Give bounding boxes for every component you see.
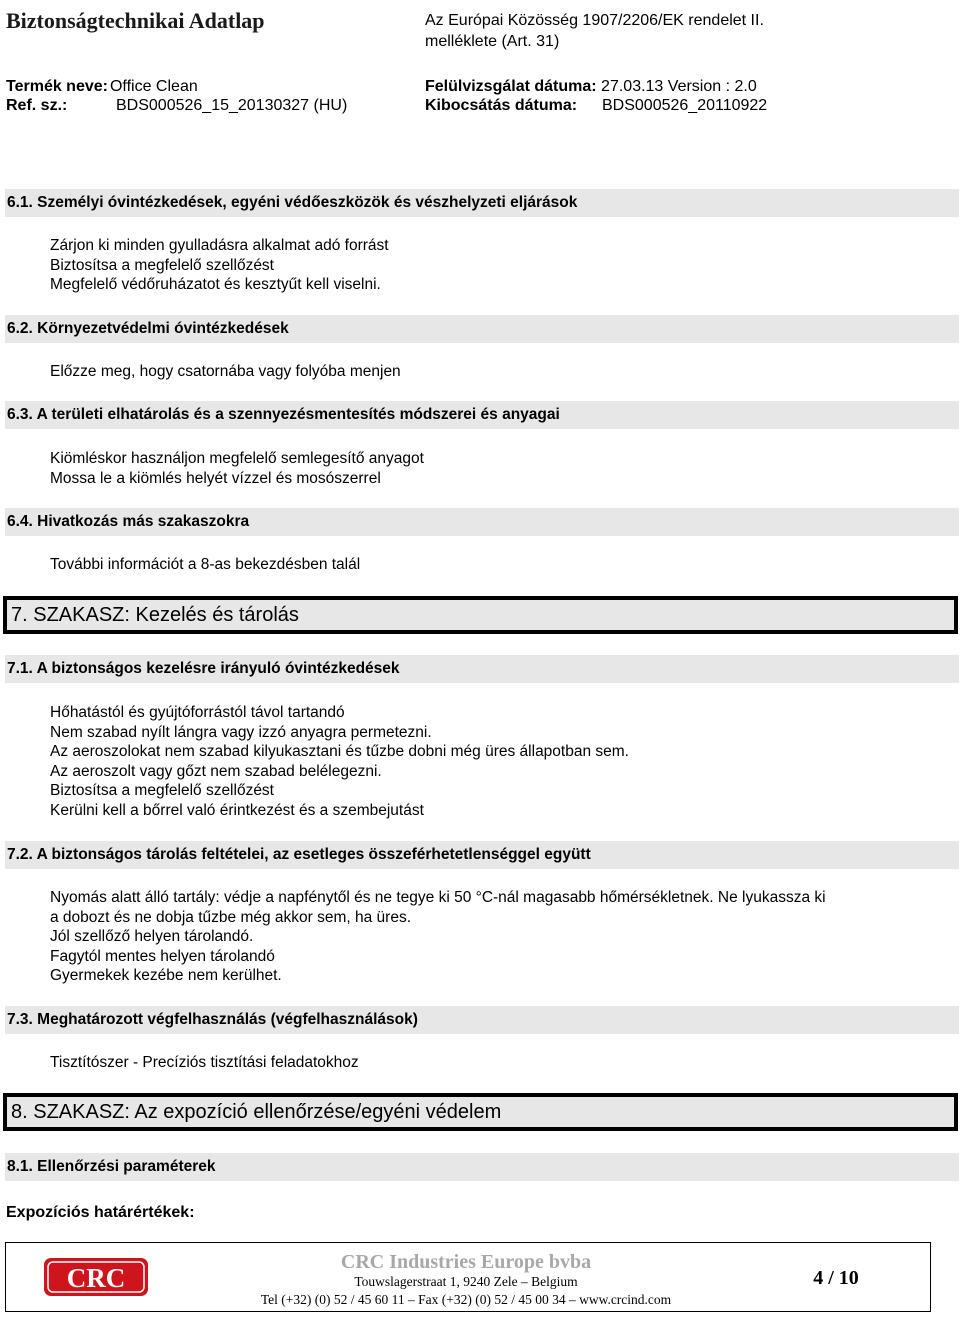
ref-number-value: BDS000526_15_20130327 (HU) (116, 97, 348, 114)
issue-date-label-wrap (425, 96, 577, 116)
section-6-4-body (50, 555, 930, 575)
text-line: Kiömléskor használjon megfelelő semlegesítő anyagot (50, 450, 424, 467)
issue-date-label: Kibocsátás dátuma: (425, 97, 578, 114)
section-7-2-heading: 7.2. A biztonságos tárolás feltételei, az esetleges összeférhetetlenséggel együtt (5, 841, 959, 869)
text-line: Nem szabad nyílt lángra vagy izzó anyagra permetezni. (50, 723, 432, 741)
crc-logo (42, 1255, 150, 1299)
section-6-3-body (50, 449, 930, 488)
text-line: Az aeroszolt vagy gőzt nem szabad belélegezni. (50, 762, 382, 780)
section-7-2-body (50, 888, 930, 986)
text-line: a dobozt és ne dobja tűzbe még akkor sem, ha üres. (50, 908, 412, 926)
section-7-1-heading: 7.1. A biztonságos kezelésre irányuló óvintézkedések (5, 655, 959, 683)
company-name: CRC Industries Europe bvba (340, 1251, 592, 1273)
product-name-value: Office Clean (109, 78, 198, 95)
regulation-line-1: Az Európai Közösség 1907/2206/EK rendelet II. (425, 12, 764, 29)
text-line: Jól szellőző helyen tárolandó. (50, 928, 254, 945)
review-date-row (425, 77, 757, 97)
text-line: Tisztítószer - Precíziós tisztítási feladatokhoz (50, 1054, 359, 1071)
product-name-label: Termék neve: (6, 78, 108, 95)
page-footer (5, 1242, 931, 1312)
exposure-limits-label: Expozíciós határértékek: (6, 1204, 195, 1221)
text-line: Biztosítsa a megfelelő szellőzést (50, 782, 274, 799)
text-line: Fagytól mentes helyen tárolandó (50, 947, 275, 965)
text-line: Mossa le a kiömlés helyét vízzel és mosószerrel (50, 469, 381, 487)
regulation-reference (425, 10, 845, 52)
text-line: Kerülni kell a bőrrel való érintkezést és a szembejutást (50, 801, 424, 819)
section-6-4-heading: 6.4. Hivatkozás más szakaszokra (5, 508, 959, 536)
text-line: Megfelelő védőruházatot és kesztyűt kell viselni. (50, 276, 381, 293)
ref-number-label: Ref. sz.: (6, 97, 68, 114)
section-8-heading: 8. SZAKASZ: Az expozíció ellenőrzése/egyéni védelem (3, 1093, 958, 1131)
product-name-row (6, 77, 198, 97)
document-title: Biztonságtechnikai Adatlap (6, 8, 265, 33)
issue-date-value: BDS000526_20110922 (602, 97, 768, 114)
text-line: Az aeroszolokat nem szabad kilyukasztani és tűzbe dobni még üres állapotban sem. (50, 743, 629, 760)
section-6-3-heading: 6.3. A területi elhatárolás és a szennyezésmentesítés módszerei és anyagai (5, 401, 959, 429)
text-line: Zárjon ki minden gyulladásra alkalmat adó forrást (50, 237, 389, 254)
crc-logo-text: CRC (66, 1263, 126, 1293)
company-contact: Tel (+32) (0) 52 / 45 60 11 – Fax (+32) (0) 52 / 45 00 34 – www.crcind.com (260, 1292, 672, 1307)
section-7-3-heading: 7.3. Meghatározott végfelhasználás (végfelhasználások) (5, 1006, 959, 1034)
text-line: Biztosítsa a megfelelő szellőzést (50, 256, 274, 274)
review-date-label: Felülvizsgálat dátuma: (425, 78, 597, 95)
section-6-1-body (50, 236, 930, 295)
section-6-2-body (50, 362, 930, 382)
text-line: Hőhatástól és gyújtóforrástól távol tartandó (50, 704, 345, 721)
company-address: Touwslagerstraat 1, 9240 Zele – Belgium (354, 1274, 578, 1289)
section-7-heading: 7. SZAKASZ: Kezelés és tárolás (3, 596, 958, 634)
regulation-line-2: melléklete (Art. 31) (425, 33, 560, 50)
page-number: 4 / 10 (813, 1267, 859, 1289)
text-line: Előzze meg, hogy csatornába vagy folyóba menjen (50, 363, 401, 380)
text-line: Gyermekek kezébe nem kerülhet. (50, 967, 282, 984)
text-line: Nyomás alatt álló tartály: védje a napfénytől és ne tegye ki 50 °C-nál magasabb hőmérsékletnek. Ne lyukassza ki (50, 889, 826, 906)
section-8-1-heading: 8.1. Ellenőrzési paraméterek (5, 1153, 959, 1181)
review-date-value: 27.03.13 Version : 2.0 (601, 78, 757, 95)
text-line: További információt a 8-as bekezdésben talál (50, 556, 361, 573)
section-6-2-heading: 6.2. Környezetvédelmi óvintézkedések (5, 315, 959, 343)
section-7-1-body (50, 703, 930, 820)
section-7-3-body (50, 1053, 930, 1073)
section-6-1-heading: 6.1. Személyi óvintézkedések, egyéni védőeszközök és vészhelyzeti eljárások (5, 189, 959, 217)
ref-number-label-wrap (6, 96, 67, 116)
